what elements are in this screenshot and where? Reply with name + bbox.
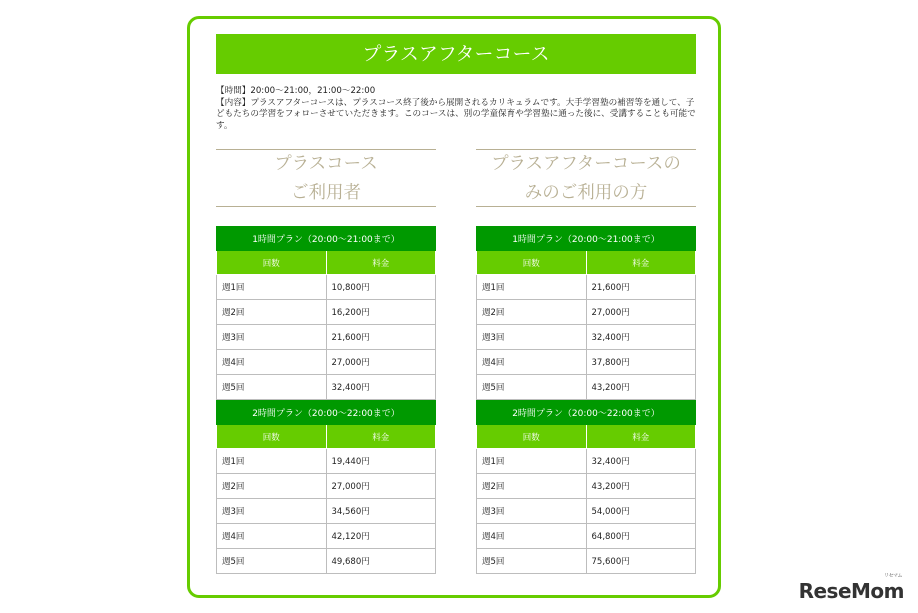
plan-title: 1時間プラン（20:00～21:00まで） [477,227,696,251]
table-row [217,474,436,499]
table-row [217,300,436,325]
header-price: 料金 [586,425,696,449]
header-count: 回数 [477,251,587,275]
cell-count: 週4回 [217,524,327,549]
cell-price: 43,200円 [586,375,696,400]
cell-count: 週1回 [477,275,587,300]
price-tables-plus-users [216,226,436,574]
cell-price: 37,800円 [586,350,696,375]
cell-count: 週4回 [217,350,327,375]
header-price: 料金 [326,251,436,275]
table-row [477,474,696,499]
cell-count: 週3回 [477,325,587,350]
cell-count: 週5回 [477,549,587,574]
column-heading-plus-users [216,149,436,207]
plan-title: 2時間プラン（20:00～22:00まで） [477,401,696,425]
cell-price: 21,600円 [326,325,436,350]
cell-price: 32,400円 [586,325,696,350]
cell-count: 週5回 [477,375,587,400]
table-row [217,325,436,350]
table-row [217,449,436,474]
header-price: 料金 [586,251,696,275]
table-row [217,275,436,300]
cell-count: 週3回 [217,499,327,524]
header-count: 回数 [217,251,327,275]
heading-line: ご利用者 [291,183,361,203]
cell-price: 21,600円 [586,275,696,300]
table-row [477,275,696,300]
cell-price: 43,200円 [586,474,696,499]
cell-price: 16,200円 [326,300,436,325]
cell-count: 週2回 [217,300,327,325]
header-count: 回数 [217,425,327,449]
plan-title: 2時間プラン（20:00～22:00まで） [217,401,436,425]
table-row [477,325,696,350]
cell-price: 42,120円 [326,524,436,549]
table-row [477,499,696,524]
cell-count: 週5回 [217,375,327,400]
cell-count: 週2回 [477,300,587,325]
cell-price: 27,000円 [326,350,436,375]
heading-line: みのご利用の方 [524,183,648,203]
cell-price: 32,400円 [586,449,696,474]
cell-count: 週5回 [217,549,327,574]
cell-count: 週4回 [477,524,587,549]
price-table-2h [216,400,436,574]
table-row [477,524,696,549]
table-row [477,300,696,325]
cell-count: 週4回 [477,350,587,375]
heading-line: プラスコース [274,154,378,174]
resemom-watermark-logo [798,573,904,603]
plan-title: 1時間プラン（20:00～21:00まで） [217,227,436,251]
table-row [477,549,696,574]
header-count: 回数 [477,425,587,449]
cell-count: 週1回 [477,449,587,474]
table-row [217,350,436,375]
table-row [217,375,436,400]
cell-price: 27,000円 [586,300,696,325]
cell-price: 32,400円 [326,375,436,400]
table-row [217,499,436,524]
cell-count: 週2回 [477,474,587,499]
course-title-banner: プラスアフターコース [216,34,696,74]
column-heading-after-only [476,149,696,207]
header-price: 料金 [326,425,436,449]
price-table-2h [476,400,696,574]
cell-price: 75,600円 [586,549,696,574]
logo-text: ReseMom [798,579,904,603]
content-text: 【内容】プラスアフターコースは、プラスコース終了後から展開されるカリキュラムです。大手学習塾の補習等を通して、子どもたちの学習をフォローさせていただきます。このコースは、別の学童保育や学習塾に通った後に、受講することも可能です。 [216,97,696,131]
heading-line: プラスアフターコースの [491,154,681,174]
table-row [217,549,436,574]
cell-count: 週1回 [217,449,327,474]
cell-price: 27,000円 [326,474,436,499]
cell-price: 64,800円 [586,524,696,549]
price-table-1h [476,226,696,400]
cell-price: 19,440円 [326,449,436,474]
table-row [217,524,436,549]
table-row [477,375,696,400]
cell-count: 週3回 [217,325,327,350]
table-row [477,350,696,375]
table-row [477,449,696,474]
price-tables-after-only [476,226,696,574]
cell-price: 34,560円 [326,499,436,524]
time-text: 【時間】20:00～21:00，21:00～22:00 [216,86,376,96]
cell-count: 週3回 [477,499,587,524]
course-description [216,86,696,132]
price-table-1h [216,226,436,400]
cell-count: 週2回 [217,474,327,499]
cell-count: 週1回 [217,275,327,300]
logo-subtext: リセマム [884,573,902,579]
cell-price: 10,800円 [326,275,436,300]
cell-price: 54,000円 [586,499,696,524]
cell-price: 49,680円 [326,549,436,574]
